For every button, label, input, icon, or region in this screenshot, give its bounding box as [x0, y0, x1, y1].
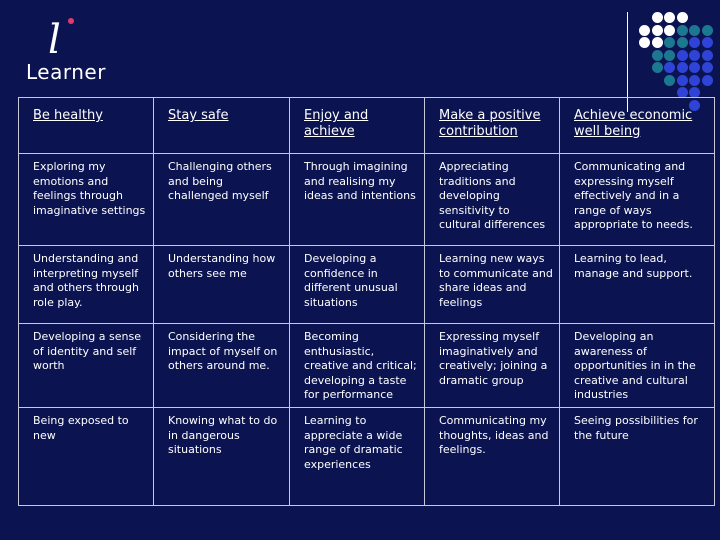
logo-dot: [68, 18, 74, 24]
decor-dot: [677, 25, 688, 36]
decor-dot: [702, 25, 713, 36]
table-cell: Learning to appreciate a wide range of dramatic experiences: [290, 408, 425, 506]
decor-dot: [652, 25, 663, 36]
decor-dot: [664, 37, 675, 48]
decor-dot: [689, 37, 700, 48]
decor-dot: [702, 37, 713, 48]
table-cell: Learning new ways to communicate and share ideas and feelings: [425, 246, 560, 324]
table-cell: Communicating and expressing myself effectively and in a range of ways appropriate to needs.: [560, 154, 715, 246]
table-row: [19, 408, 715, 506]
table-cell: Learning to lead, manage and support.: [560, 246, 715, 324]
decor-dot: [702, 50, 713, 61]
table-cell: Exploring my emotions and feelings through imaginative settings: [19, 154, 154, 246]
table-cell: Expressing myself imaginatively and creatively; joining a dramatic group: [425, 324, 560, 408]
decor-dot: [677, 50, 688, 61]
table-cell: Seeing possibilities for the future: [560, 408, 715, 506]
table-row: [19, 246, 715, 324]
outcomes-table: [18, 97, 715, 506]
table-cell: Communicating my thoughts, ideas and feelings.: [425, 408, 560, 506]
learner-logo: [24, 17, 114, 84]
table-cell: Developing a sense of identity and self worth: [19, 324, 154, 408]
decor-dot: [664, 50, 675, 61]
decor-dot: [677, 12, 688, 23]
header-cell: Stay safe: [154, 98, 290, 154]
table-cell: Becoming enthusiastic, creative and critical; developing a taste for performance: [290, 324, 425, 408]
header-cell: Be healthy: [19, 98, 154, 154]
table-cell: Through imagining and realising my ideas and intentions: [290, 154, 425, 246]
table-cell: Understanding and interpreting myself and others through role play.: [19, 246, 154, 324]
decor-dot: [652, 62, 663, 73]
logo-mark: l: [48, 17, 61, 63]
table-cell: Developing a confidence in different unusual situations: [290, 246, 425, 324]
header-row: [19, 98, 715, 154]
decor-dot-grid: [639, 12, 711, 108]
decor-dot: [664, 25, 675, 36]
table-cell: Developing an awareness of opportunities in in the creative and cultural industries: [560, 324, 715, 408]
decor-dot: [677, 62, 688, 73]
table-cell: Knowing what to do in dangerous situations: [154, 408, 290, 506]
decor-dot: [677, 75, 688, 86]
decor-dot: [689, 50, 700, 61]
decor-dot: [702, 62, 713, 73]
table-cell: Challenging others and being challenged myself: [154, 154, 290, 246]
header-cell: Make a positive contribution: [425, 98, 560, 154]
decor-dot: [689, 75, 700, 86]
table-cell: Appreciating traditions and developing sensitivity to cultural differences: [425, 154, 560, 246]
decor-dot: [689, 25, 700, 36]
decor-dot: [664, 75, 675, 86]
table-cell: Being exposed to new: [19, 408, 154, 506]
table-row: [19, 324, 715, 408]
logo-text: Learner: [26, 60, 106, 84]
decor-dot: [639, 37, 650, 48]
decor-dot: [652, 50, 663, 61]
decor-dot: [677, 37, 688, 48]
decor-dot: [702, 75, 713, 86]
table-cell: Understanding how others see me: [154, 246, 290, 324]
header-cell: Achieve economic well being: [560, 98, 715, 154]
decor-dot: [664, 62, 675, 73]
decor-dot: [652, 12, 663, 23]
table-row: [19, 154, 715, 246]
decor-dot: [639, 25, 650, 36]
decor-dot: [689, 62, 700, 73]
table-cell: Considering the impact of myself on others around me.: [154, 324, 290, 408]
decor-dot: [652, 37, 663, 48]
header-cell: Enjoy and achieve: [290, 98, 425, 154]
decor-dot: [664, 12, 675, 23]
